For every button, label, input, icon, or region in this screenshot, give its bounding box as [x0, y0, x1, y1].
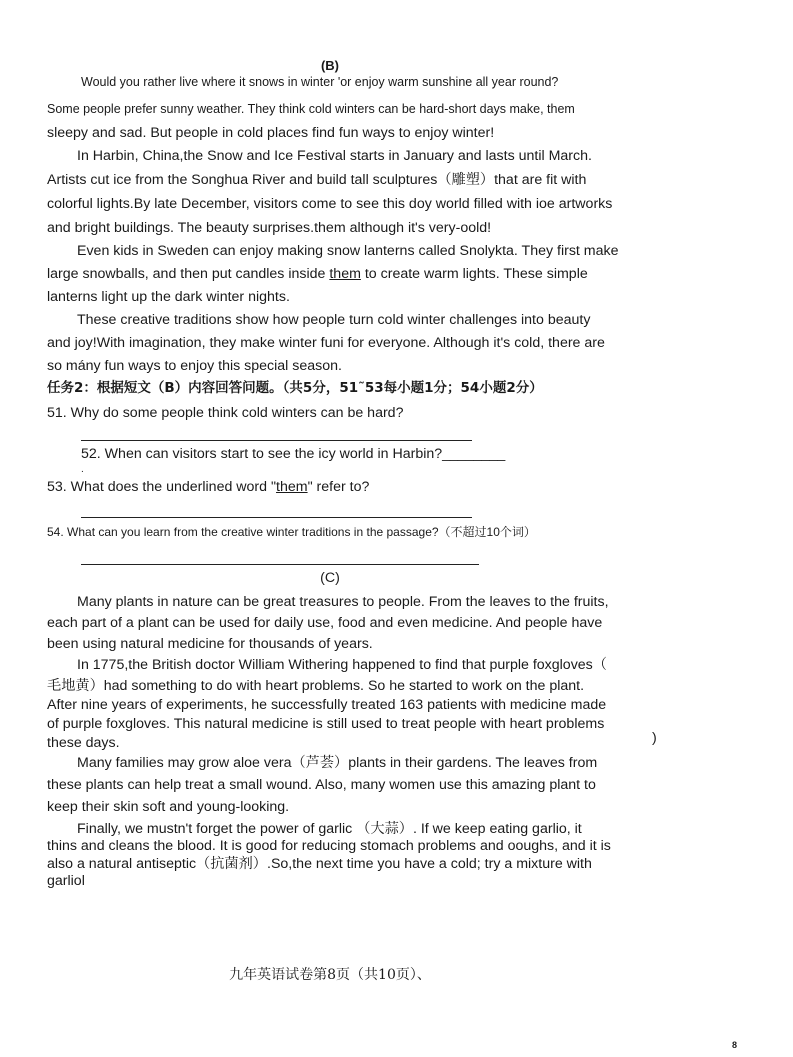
- section-b-p1-line2: sleepy and sad. But people in cold places find fun ways to enjoy winter!: [47, 125, 495, 141]
- underlined-word-them: them: [329, 266, 361, 282]
- answer-line-54[interactable]: [81, 564, 479, 565]
- section-b-p2-line2: Artists cut ice from the Songhua River and build tall sculptures（雕塑）that are fit with: [47, 172, 587, 188]
- section-c-p2-line3: After nine years of experiments, he successfully treated 163 patients with medicine made: [47, 697, 607, 713]
- section-b-p3-line3: lanterns light up the dark winter nights.: [47, 289, 290, 305]
- section-b-p2-line4: and bright buildings. The beauty surprises.them although it's very-oold!: [47, 220, 492, 236]
- section-c-p3-line1: Many families may grow aloe vera（芦荟）plants in their gardens. The leaves from: [77, 755, 598, 771]
- stray-parenthesis: ): [652, 730, 657, 746]
- section-c-p1-line2: each part of a plant can be used for daily use, food and even medicine. And people have: [47, 615, 603, 631]
- section-b-p2-line1: In Harbin, China,the Snow and Ice Festival starts in January and lasts until March.: [77, 148, 592, 164]
- section-c-p1-line1: Many plants in nature can be great treasures to people. From the leaves to the fruits,: [77, 594, 609, 610]
- section-b-p4-line2: and joy!With imagination, they make winter funi for everyone. Although it's cold, there are: [47, 335, 605, 351]
- section-c-p2-line2: 毛地黄）had something to do with heart problems. So he started to work on the plant.: [47, 678, 585, 694]
- q53-pre: 53. What does the underlined word ": [47, 479, 277, 495]
- section-b-heading: (B): [320, 58, 340, 73]
- section-b-p4-line1: These creative traditions show how people turn cold winter challenges into beauty: [77, 312, 591, 328]
- section-c-p2-line1: In 1775,the British doctor William Withering happened to find that purple foxgloves（: [77, 657, 607, 673]
- q53-underlined-them: them: [276, 479, 308, 495]
- section-c-p4-line1: Finally, we mustn't forget the power of garlic （大蒜）. If we keep eating garlio, it: [77, 821, 582, 837]
- answer-line-51[interactable]: [81, 440, 472, 441]
- section-b-lead: Would you rather live where it snows in winter 'or enjoy warm sunshine all year round?: [81, 75, 559, 89]
- section-c-p4-line2: thins and cleans the blood. It is good for reducing stomach problems and ooughs, and it is: [47, 838, 611, 854]
- section-b-p3-line2: [47, 265, 588, 283]
- section-b-p4-line3: so mány fun ways to enjoy this special season.: [47, 358, 342, 374]
- section-c-p1-line3: been using natural medicine for thousands of years.: [47, 636, 373, 652]
- p3-line2-pre: large snowballs, and then put candles inside: [47, 266, 330, 282]
- section-c-p2-line5: these days.: [47, 735, 120, 751]
- section-c-heading: (C): [320, 570, 340, 586]
- section-c-p3-line3: keep their skin soft and young-looking.: [47, 799, 290, 815]
- q53-post: " refer to?: [307, 479, 370, 495]
- question-54: 54. What can you learn from the creative winter traditions in the passage?（不超过10个词）: [47, 525, 536, 539]
- question-52: 52. When can visitors start to see the icy world in Harbin?________: [81, 446, 506, 462]
- question-53: [47, 478, 369, 496]
- p3-line2-post: to create warm lights. These simple: [360, 266, 588, 282]
- question-52-dot: .: [81, 464, 84, 475]
- task2-heading: 任务2：根据短文（B）内容回答问题。（共5分，51˜53每小题1分；54小题2分）: [47, 380, 543, 396]
- section-c-p3-line2: these plants can help treat a small wound. Also, many women use this amazing plant to: [47, 777, 596, 793]
- section-c-p4-line3: also a natural antiseptic（抗菌剂）.So,the next time you have a cold; try a mixture with: [47, 856, 592, 872]
- section-c-p2-line4: of purple foxgloves. This natural medicine is still used to treat people with heart problems: [47, 716, 605, 732]
- section-b-p3-line1: Even kids in Sweden can enjoy making snow lanterns called Snolykta. They first make: [77, 243, 619, 259]
- section-b-p1-line1: Some people prefer sunny weather. They think cold winters can be hard-short days make, them: [47, 102, 575, 116]
- section-b-p2-line3: colorful lights.By late December, visitors come to see this doy world filled with ioe artworks: [47, 196, 613, 212]
- page-number: 8: [732, 1040, 738, 1050]
- answer-line-53[interactable]: [81, 517, 472, 518]
- section-c-p4-line4: garliol: [47, 873, 85, 889]
- page-footer: 九年英语试卷第8页（共10页）、: [229, 967, 431, 983]
- question-51: 51. Why do some people think cold winters can be hard?: [47, 405, 404, 421]
